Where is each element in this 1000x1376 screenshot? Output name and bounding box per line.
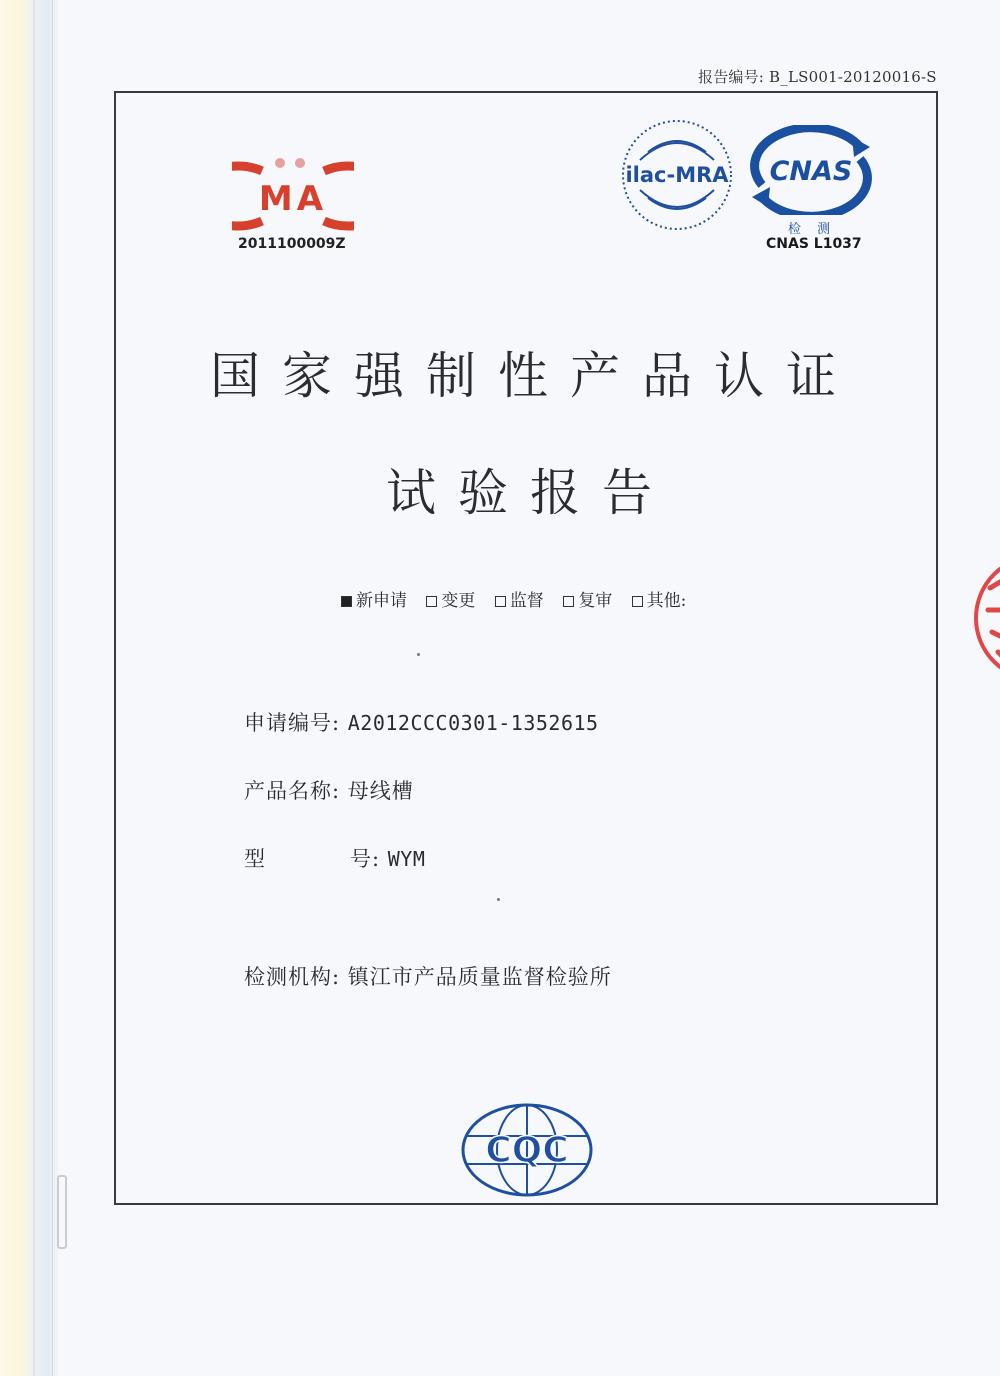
application-number-row: [244, 707, 599, 737]
report-number: 报告编号: B_LS001-20120016-S: [698, 68, 937, 86]
cnas-code: CNAS L1037: [766, 236, 862, 252]
checkbox-review[interactable]: 复审: [563, 586, 612, 611]
scan-speck: [497, 898, 500, 901]
checkbox-new-application[interactable]: 新申请: [341, 586, 407, 611]
product-name-value: 母线槽: [347, 779, 414, 803]
model-label-a: 型: [244, 847, 266, 871]
binder-clip: [57, 1175, 67, 1249]
page-subtitle: 试验报告: [386, 464, 674, 522]
ilac-mra-logo-icon: [618, 116, 736, 234]
svg-text:CQC: CQC: [485, 1130, 569, 1171]
testing-org-row: [244, 961, 612, 991]
svg-text:ilac-MRA: ilac-MRA: [625, 163, 729, 187]
checkbox-empty-icon: [632, 596, 643, 607]
svg-text:CNAS: CNAS: [769, 156, 853, 187]
model-row: [244, 843, 425, 873]
testing-org-value: 镇江市产品质量监督检验所: [347, 965, 612, 989]
binding-edge: [52, 0, 53, 1376]
model-value: WYM: [387, 847, 426, 871]
cqc-logo-icon: [460, 1102, 594, 1198]
cnas-logo-icon: [748, 125, 874, 215]
scan-speck: [417, 653, 420, 656]
application-number-label: 申请编号:: [244, 711, 341, 735]
document-frame: [114, 91, 938, 1205]
cma-code: 2011100009Z: [238, 236, 346, 252]
application-number-value: A2012CCC0301-1352615: [347, 711, 599, 735]
svg-text:MA: MA: [258, 179, 328, 219]
checkbox-change[interactable]: 变更: [426, 586, 475, 611]
testing-org-label: 检测机构:: [244, 965, 341, 989]
scan-binding-strip: [0, 0, 58, 1376]
product-name-row: [244, 775, 414, 805]
checkbox-checked-icon: [341, 596, 352, 607]
checkbox-supervision[interactable]: 监督: [495, 586, 544, 611]
model-label-b: 号:: [350, 847, 381, 871]
checkbox-empty-icon: [563, 596, 574, 607]
page-title: 国家强制性产品认证: [210, 347, 858, 405]
checkbox-empty-icon: [495, 596, 506, 607]
cnas-subtitle: 检 测: [788, 222, 837, 237]
binding-crease: [33, 0, 35, 1376]
checkbox-empty-icon: [426, 596, 437, 607]
product-name-label: 产品名称:: [244, 779, 341, 803]
checkbox-other[interactable]: 其他:: [632, 586, 687, 611]
report-type-checkboxes: [341, 586, 700, 611]
red-seal-stamp-icon: [968, 548, 1000, 688]
cma-logo-icon: [232, 155, 354, 237]
